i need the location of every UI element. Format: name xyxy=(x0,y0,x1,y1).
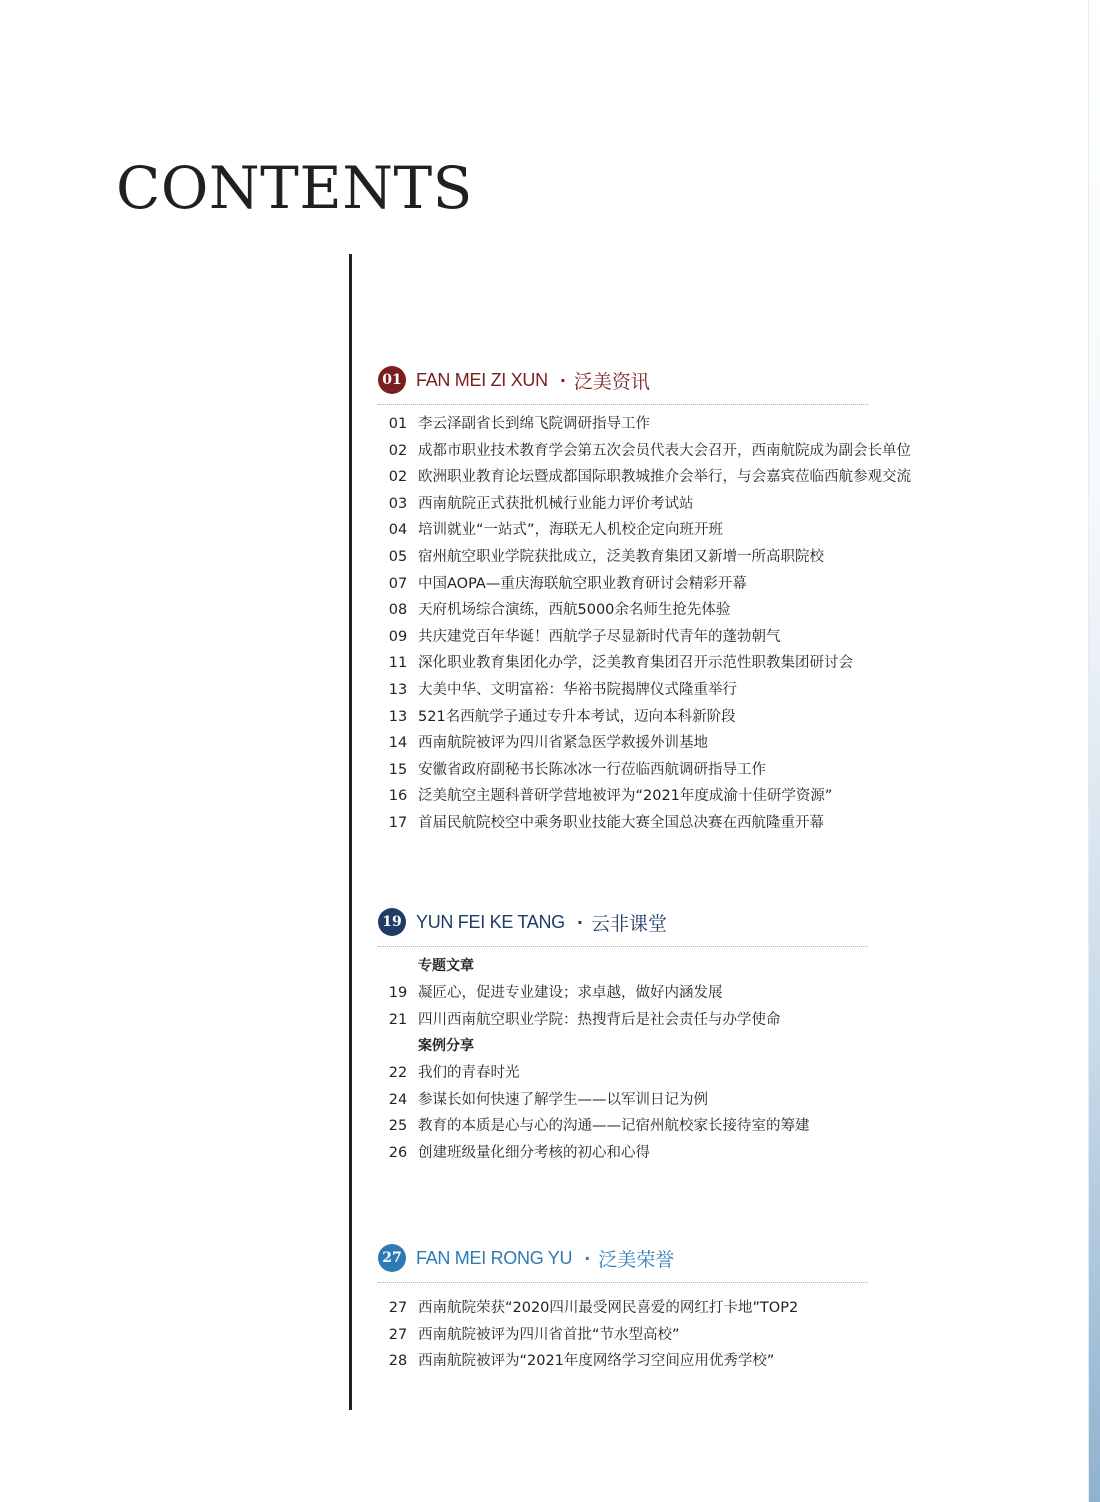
toc-page-number: 22 xyxy=(388,1065,408,1082)
subsection-heading: 专题文章 xyxy=(418,958,474,974)
section-header xyxy=(378,362,868,398)
toc-entry-title: 凝匠心，促进专业建设；求卓越，做好内涵发展 xyxy=(418,985,723,1001)
toc-entry-title: 深化职业教育集团化办学，泛美教育集团召开示范性职教集团研讨会 xyxy=(418,655,853,672)
toc-page-number: 19 xyxy=(388,985,408,1001)
toc-page-number: 16 xyxy=(388,788,408,805)
toc-page-number: 05 xyxy=(388,548,408,565)
page-edge-strip xyxy=(1088,0,1100,1502)
toc-entry-title: 安徽省政府副秘书长陈冰冰一行莅临西航调研指导工作 xyxy=(418,761,766,778)
toc-entry-title: 四川西南航空职业学院：热搜背后是社会责任与办学使命 xyxy=(418,1011,781,1028)
toc-entry-title: 泛美航空主题科普研学营地被评为“2021年度成渝十佳研学资源” xyxy=(418,788,833,805)
toc-list xyxy=(378,953,868,1167)
section-number-badge: 19 xyxy=(378,908,406,936)
toc-entry-title: 创建班级量化细分考核的初心和心得 xyxy=(418,1144,650,1161)
toc-entry-title: 欧洲职业教育论坛暨成都国际职教城推介会举行，与会嘉宾莅临西航参观交流 xyxy=(418,469,911,486)
toc-entry[interactable] xyxy=(378,411,868,438)
toc-entry[interactable] xyxy=(378,624,868,651)
toc-page-number: 21 xyxy=(388,1011,408,1028)
toc-entry-title: 宿州航空职业学院获批成立，泛美教育集团又新增一所高职院校 xyxy=(418,548,824,565)
toc-page-number: 13 xyxy=(388,681,408,698)
toc-entry[interactable] xyxy=(378,1295,868,1322)
toc-entry-title: 成都市职业技术教育学会第五次会员代表大会召开，西南航院成为副会长单位 xyxy=(418,442,911,459)
toc-page-number: 14 xyxy=(388,735,408,752)
toc-entry[interactable] xyxy=(378,571,868,598)
toc-entry-title: 培训就业“一站式”，海联无人机校企定向班开班 xyxy=(418,522,724,539)
section-fan-mei-zi-xun xyxy=(378,362,911,837)
toc-entry[interactable] xyxy=(378,704,868,731)
page-title: CONTENTS xyxy=(116,154,473,222)
toc-entry-title: 西南航院被评为四川省首批“节水型高校” xyxy=(418,1326,680,1343)
toc-entry[interactable] xyxy=(378,491,868,518)
toc-page-number: 13 xyxy=(388,708,408,725)
dotted-rule xyxy=(378,946,868,947)
toc-page-number: 09 xyxy=(388,628,408,645)
section-pinyin-title: FAN MEI ZI XUN xyxy=(416,369,548,390)
toc-page-number: 25 xyxy=(388,1118,408,1135)
section-header xyxy=(378,1240,868,1276)
toc-entry[interactable] xyxy=(378,980,868,1007)
toc-entry-title: 李云泽副省长到绵飞院调研指导工作 xyxy=(418,416,650,432)
toc-page-number: 11 xyxy=(388,655,408,672)
toc-page-number: 27 xyxy=(388,1300,408,1316)
toc-entry[interactable] xyxy=(378,544,868,571)
toc-entry[interactable] xyxy=(378,783,868,810)
toc-entry-title: 参谋长如何快速了解学生——以军训日记为例 xyxy=(418,1091,708,1108)
toc-entry[interactable] xyxy=(378,1060,868,1087)
toc-entry[interactable] xyxy=(378,438,911,465)
section-chinese-title: 泛美资讯 xyxy=(573,370,650,393)
toc-entry-title: 西南航院被评为“2021年度网络学习空间应用优秀学校” xyxy=(418,1353,775,1370)
toc-entry-title: 天府机场综合演练，西航5000余名师生抢先体验 xyxy=(418,602,731,619)
dotted-rule xyxy=(378,1282,868,1283)
toc-entry-title: 我们的青春时光 xyxy=(418,1065,520,1082)
toc-page-number: 28 xyxy=(388,1353,408,1370)
toc-list xyxy=(378,411,911,837)
toc-entry-title: 西南航院正式获批机械行业能力评价考试站 xyxy=(418,495,694,512)
section-header xyxy=(378,904,868,940)
section-number-badge: 27 xyxy=(378,1244,406,1272)
section-separator: · xyxy=(584,1248,591,1268)
toc-page-number: 07 xyxy=(388,575,408,592)
section-separator: · xyxy=(559,370,566,390)
toc-page-number: 26 xyxy=(388,1144,408,1161)
toc-entry[interactable] xyxy=(378,677,868,704)
subsection-heading: 案例分享 xyxy=(418,1038,474,1055)
toc-entry[interactable] xyxy=(378,650,868,677)
dotted-rule xyxy=(378,404,868,405)
toc-page-number: 01 xyxy=(388,416,408,432)
toc-page-number: 08 xyxy=(388,602,408,619)
toc-entry[interactable] xyxy=(378,597,868,624)
toc-page-number: 04 xyxy=(388,522,408,539)
toc-entry[interactable] xyxy=(378,810,868,837)
toc-page-number: 24 xyxy=(388,1091,408,1108)
toc-entry-title: 共庆建党百年华诞！西航学子尽显新时代青年的蓬勃朝气 xyxy=(418,628,781,645)
toc-entry[interactable] xyxy=(378,1322,868,1349)
toc-page-number: 02 xyxy=(388,469,408,486)
toc-entry-title: 西南航院被评为四川省紧急医学救援外训基地 xyxy=(418,735,708,752)
toc-entry-title: 教育的本质是心与心的沟通——记宿州航校家长接待室的筹建 xyxy=(418,1118,810,1135)
toc-page-number: 15 xyxy=(388,761,408,778)
toc-page-number: 03 xyxy=(388,495,408,512)
toc-page-number: 02 xyxy=(388,442,408,459)
section-separator: · xyxy=(576,912,583,932)
toc-entry-title: 大美中华、文明富裕：华裕书院揭牌仪式隆重举行 xyxy=(418,681,737,698)
toc-list xyxy=(378,1295,868,1375)
toc-entry[interactable] xyxy=(378,730,868,757)
toc-entry-title: 中国AOPA—重庆海联航空职业教育研讨会精彩开幕 xyxy=(418,575,747,592)
toc-page-number: 27 xyxy=(388,1326,408,1343)
toc-entry[interactable] xyxy=(378,757,868,784)
toc-entry[interactable] xyxy=(378,1348,868,1375)
section-chinese-title: 泛美荣誉 xyxy=(598,1248,675,1271)
toc-entry[interactable] xyxy=(378,464,911,491)
vertical-divider xyxy=(349,254,352,1410)
toc-entry[interactable] xyxy=(378,1113,868,1140)
toc-entry[interactable] xyxy=(378,1087,868,1114)
toc-entry[interactable] xyxy=(378,1140,868,1167)
toc-entry[interactable] xyxy=(378,517,868,544)
section-pinyin-title: FAN MEI RONG YU xyxy=(416,1247,573,1268)
toc-entry[interactable] xyxy=(378,1007,868,1034)
section-yun-fei-ke-tang xyxy=(378,904,868,1167)
toc-page-number: 17 xyxy=(388,814,408,831)
section-chinese-title: 云非课堂 xyxy=(590,912,667,935)
section-pinyin-title: YUN FEI KE TANG xyxy=(416,911,565,932)
toc-entry-title: 首届民航院校空中乘务职业技能大赛全国总决赛在西航隆重开幕 xyxy=(418,814,824,831)
toc-entry-title: 西南航院荣获“2020四川最受网民喜爱的网红打卡地”TOP2 xyxy=(418,1300,799,1316)
toc-entry-title: 521名西航学子通过专升本考试，迈向本科新阶段 xyxy=(418,708,736,725)
section-fan-mei-rong-yu xyxy=(378,1240,868,1375)
section-number-badge: 01 xyxy=(378,366,406,394)
